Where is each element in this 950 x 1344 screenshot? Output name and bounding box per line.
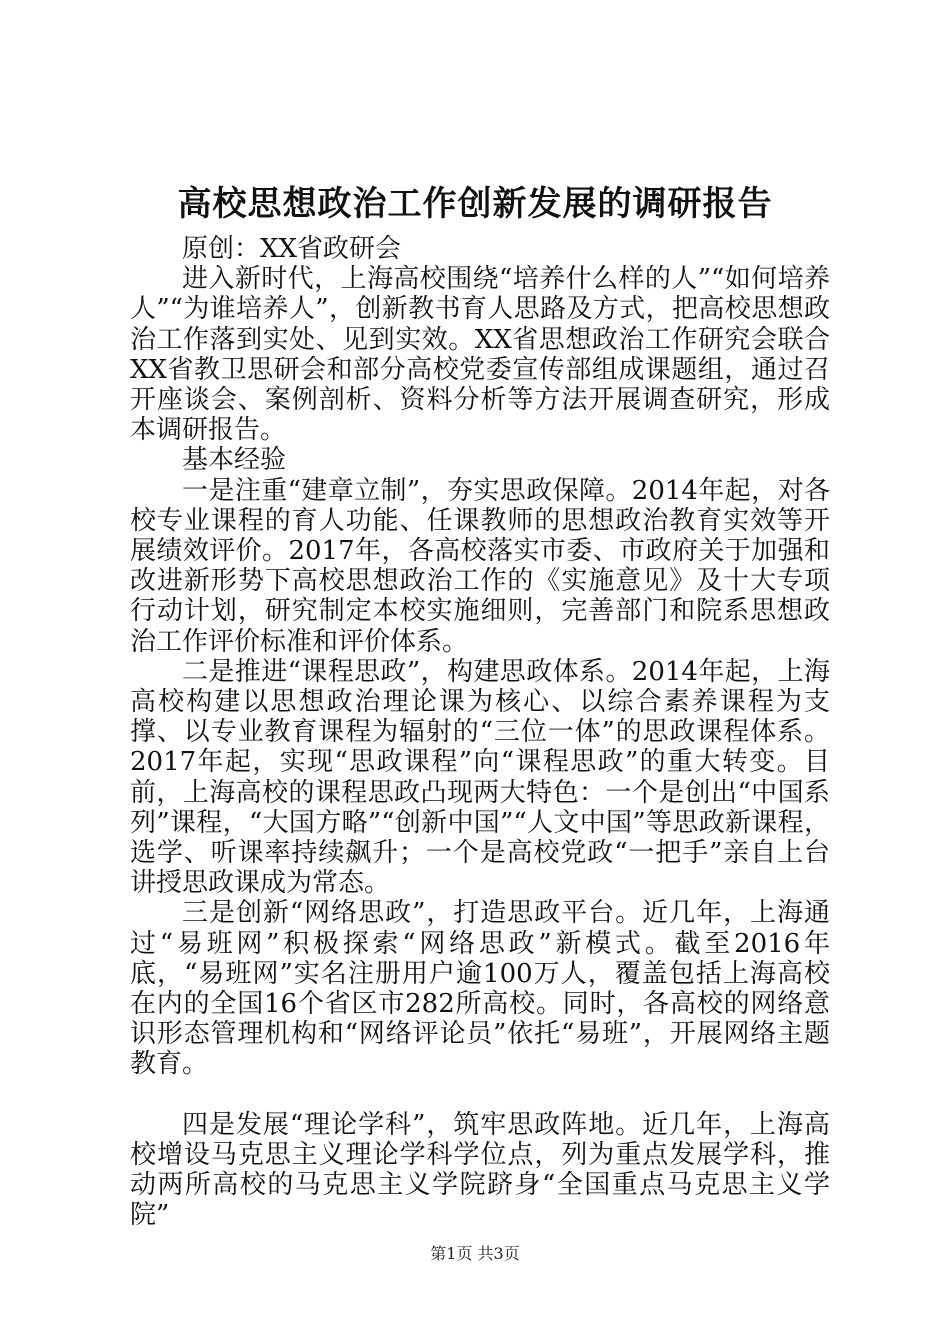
section-heading: 基本经验 bbox=[182, 445, 287, 476]
body-paragraph: 三是创新“网络思政”，打造思政平台。近几年，上海通过“易班网”积极探索“网络思政”新模式。截至2016年底，“易班网”实名注册用户逾100万人，覆盖包括上海高校在内的全国16个省区市282所高校。同时，各高校的网络意识形态管理机构和“网络评论员”依托“易班”，开展网络主题教育。 bbox=[130, 898, 830, 1080]
body-paragraph: 二是推进“课程思政”，构建思政体系。2014年起，上海高校构建以思想政治理论课为核心、以综合素养课程为支撑、以专业教育课程为辐射的“三位一体”的思政课程体系。2017年起，实现“思政课程”向“课程思政”的重大转变。目前，上海高校的课程思政凸现两大特色：一个是创出“中国系列”课程，“大国方略”“创新中国”“人文中国”等思政新课程，选学、听课率持续飙升；一个是高校党政“一把手”亲自上台讲授思政课成为常态。 bbox=[130, 656, 830, 899]
body-paragraph: 一是注重“建章立制”，夯实思政保障。2014年起，对各校专业课程的育人功能、任课教师的思想政治教育实效等开展绩效评价。2017年，各高校落实市委、市政府关于加强和改进新形势下高校思想政治工作的《实施意见》及十大专项行动计划，研究制定本校实施细则，完善部门和院系思想政治工作评价标准和评价体系。 bbox=[130, 475, 830, 657]
body-paragraph: 四是发展“理论学科”，筑牢思政阵地。近几年，上海高校增设马克思主义理论学科学位点，列为重点发展学科，推动两所高校的马克思主义学院跻身“全国重点马克思主义学院” bbox=[130, 1109, 830, 1231]
intro-paragraph: 进入新时代，上海高校围绕“培养什么样的人”“如何培养人”“为谁培养人”，创新教书育人思路及方式，把高校思想政治工作落到实处、见到实效。XX省思想政治工作研究会联合XX省教卫思研会和部分高校党委宣传部组成课题组，通过召开座谈会、案例剖析、资料分析等方法开展调查研究，形成本调研报告。 bbox=[130, 264, 830, 446]
page-number-footer: 第1页 共3页 bbox=[430, 1244, 520, 1263]
document-title: 高校思想政治工作创新发展的调研报告 bbox=[177, 184, 773, 224]
document-body bbox=[130, 234, 830, 1231]
author-line: 原创：XX省政研会 bbox=[182, 234, 402, 264]
